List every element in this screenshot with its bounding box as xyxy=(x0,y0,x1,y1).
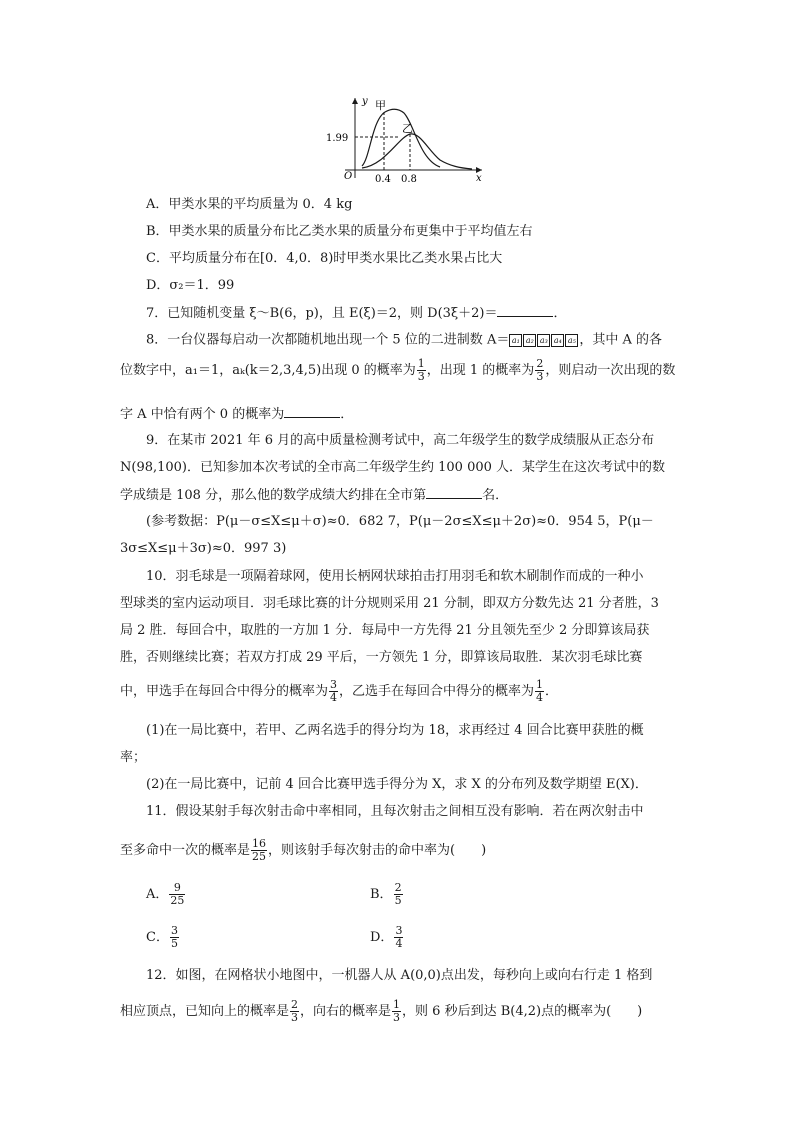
option-label: D． xyxy=(370,930,394,945)
fraction-numerator: 1 xyxy=(536,678,544,691)
digit-box: a₄ xyxy=(551,334,564,347)
fraction-denominator: 5 xyxy=(170,937,178,950)
binary-number-boxes xyxy=(509,331,579,349)
q8-line2-mid: ，出现 1 的概率为 xyxy=(426,363,535,378)
fraction-denominator: 3 xyxy=(536,370,544,383)
fraction-numerator: 2 xyxy=(394,881,402,894)
q6-option-d: D．σ₂＝1．99 xyxy=(146,278,235,293)
option-label: A． xyxy=(146,887,169,902)
fraction-numerator: 9 xyxy=(169,882,185,895)
fraction xyxy=(535,679,544,704)
q8-answer-blank xyxy=(284,405,340,418)
q7-text: 7．已知随机变量 ξ～B(6，p)，且 E(ξ)＝2，则 D(3ξ＋2)＝ xyxy=(146,306,498,321)
digit-box: a₁ xyxy=(509,334,522,347)
fraction-denominator: 4 xyxy=(395,937,403,950)
fraction-numerator: 3 xyxy=(330,678,338,691)
q10-sub2: (2)在一局比赛中，记前 4 回合比赛甲选手得分为 X，求 X 的分布列及数学期望 E(X)． xyxy=(146,777,648,792)
q9-line3 xyxy=(120,486,680,505)
fraction xyxy=(535,358,544,383)
q12-line1: 12．如图，在网格状小地图中，一机器人从 A(0,0)点出发，每秒向上或向右行走 1 格到 xyxy=(146,968,653,983)
q10-line5-mid: ，乙选手在每回合中得分的概率为 xyxy=(339,684,535,699)
q10-sub1-line1: (1)在一局比赛中，若甲、乙两名选手的得分均为 18，求再经过 4 回合比赛甲获胜的概 xyxy=(146,723,644,738)
fraction-denominator: 5 xyxy=(394,894,402,907)
q9-reference-line2: 3σ≤X≤μ＋3σ)≈0．997 3) xyxy=(120,541,287,556)
fraction xyxy=(170,925,179,950)
fraction-numerator: 16 xyxy=(252,837,267,850)
fraction-denominator: 3 xyxy=(291,1011,299,1024)
q8-line2-end: ，则启动一次出现的数 xyxy=(545,363,676,378)
x-axis-label: x xyxy=(476,173,482,184)
q10-line5-end: ． xyxy=(545,684,559,699)
fraction-numerator: 2 xyxy=(536,357,544,370)
q7-answer-blank xyxy=(497,304,553,317)
q8-line1-text: 8．一台仪器每启动一次都随机地出现一个 5 位的二进制数 A＝ xyxy=(146,332,510,348)
q10-line3: 局 2 胜．每回合中，取胜的一方加 1 分．每局中一方先得 21 分且领先至少 2 分即算该局获 xyxy=(120,623,650,638)
q6-option-c: C．平均质量分布在[0．4,0．8)时甲类水果比乙类水果占比大 xyxy=(146,251,503,266)
q10-line4: 胜，否则继续比赛；若双方打成 29 平后，一方领先 1 分，即算该局取胜．某次羽毛球比赛 xyxy=(120,650,643,665)
fraction-denominator: 3 xyxy=(393,1011,401,1024)
q7-question xyxy=(146,304,706,323)
q12-line2 xyxy=(120,999,680,1024)
q10-line5-text: 中，甲选手在每回合中得分的概率为 xyxy=(120,684,329,699)
q9-reference-line1: (参考数据：P(μ－σ≤X≤μ＋σ)≈0．682 7，P(μ－2σ≤X≤μ＋2σ)≈0．954 5，P(μ－ xyxy=(146,514,654,529)
fraction xyxy=(392,999,401,1024)
fraction-denominator: 25 xyxy=(170,894,185,907)
fraction-denominator: 4 xyxy=(536,691,544,704)
q8-line3-text: 字 A 中恰有两个 0 的概率为 xyxy=(120,407,285,422)
fraction xyxy=(394,925,403,950)
q11-line1: 11．假设某射手每次射击命中率相同，且每次射击之间相互没有影响．若在两次射击中 xyxy=(146,804,644,819)
y-axis-label: y xyxy=(362,96,368,107)
q6-option-b: B．甲类水果的质量分布比乙类水果的质量分布更集中于平均值左右 xyxy=(146,224,533,239)
digit-box: a₅ xyxy=(565,334,578,347)
fraction-numerator: 3 xyxy=(395,924,403,937)
fraction xyxy=(417,358,426,383)
digit-box: a₃ xyxy=(537,334,550,347)
fraction-denominator: 3 xyxy=(417,370,425,383)
q8-line2-text: 位数字中，a₁＝1，aₖ(k＝2,3,4,5)出现 0 的概率为 xyxy=(120,363,416,378)
curve-jia xyxy=(362,109,440,167)
q11-option-b xyxy=(370,882,404,907)
q10-sub1-line2: 率； xyxy=(120,750,147,765)
x-tick-08: 0.8 xyxy=(401,174,417,185)
q12-line2-mid: ，向右的概率是 xyxy=(300,1004,392,1019)
q12-line2-end: ，则 6 秒后到达 B(4,2)点的概率为( ) xyxy=(402,1004,643,1019)
fraction xyxy=(251,838,267,863)
option-label: C． xyxy=(146,930,169,945)
q9-line3-text: 学成绩是 108 分，那么他的数学成绩大约排在全市第 xyxy=(120,488,427,503)
q11-option-a xyxy=(146,882,186,907)
q11-line2 xyxy=(120,838,680,863)
q11-option-c xyxy=(146,925,180,950)
q9-line2: N(98,100)．已知参加本次考试的全市高二年级学生约 100 000 人．某学生在这次考试中的数 xyxy=(120,460,666,475)
origin-label: O xyxy=(344,171,353,182)
curve-yi-label: 乙 xyxy=(402,122,413,135)
fraction-numerator: 2 xyxy=(291,998,299,1011)
q10-line1: 10．羽毛球是一项隔着球网，使用长柄网状球拍击打用羽毛和软木刷制作而成的一种小 xyxy=(146,569,644,584)
q11-line2-text: 至多命中一次的概率是 xyxy=(120,843,251,858)
q12-line2-text: 相应顶点，已知向上的概率是 xyxy=(120,1004,290,1019)
q8-line3 xyxy=(120,405,680,424)
q8-line3-end: ． xyxy=(340,407,354,422)
option-label: B． xyxy=(370,887,393,902)
q10-line5 xyxy=(120,679,680,704)
q9-answer-blank xyxy=(426,486,482,499)
fraction-numerator: 1 xyxy=(393,998,401,1011)
curve-jia-label: 甲 xyxy=(375,99,386,112)
q8-line1-end: ，其中 A 的各 xyxy=(579,332,662,348)
q7-text-end: ． xyxy=(553,306,567,321)
q6-option-a: A．甲类水果的平均质量为 0．4 kg xyxy=(146,197,353,212)
q11-line2-end: ，则该射手每次射击的命中率为( ) xyxy=(268,843,487,858)
fraction xyxy=(169,882,185,907)
q11-option-d xyxy=(370,925,404,950)
fraction-numerator: 3 xyxy=(170,924,178,937)
q8-line1 xyxy=(146,331,706,350)
q10-line2: 型球类的室内运动项目．羽毛球比赛的计分规则采用 21 分制，即双方分数先达 21 分者胜，3 xyxy=(120,596,659,611)
fraction xyxy=(394,882,403,907)
x-tick-04: 0.4 xyxy=(375,174,391,185)
normal-curves-figure xyxy=(0,0,794,190)
q8-line2 xyxy=(120,358,680,383)
fraction xyxy=(329,679,338,704)
fraction xyxy=(290,999,299,1024)
fraction-denominator: 4 xyxy=(330,691,338,704)
y-axis-arrow xyxy=(352,98,358,104)
q9-line3-end: 名． xyxy=(482,488,509,503)
fraction-denominator: 25 xyxy=(252,850,267,863)
y-tick-199: 1.99 xyxy=(326,133,349,144)
q9-line1: 9．在某市 2021 年 6 月的高中质量检测考试中，高二年级学生的数学成绩服从正态分布 xyxy=(146,433,655,448)
fraction-numerator: 1 xyxy=(417,357,425,370)
digit-box: a₂ xyxy=(523,334,536,347)
